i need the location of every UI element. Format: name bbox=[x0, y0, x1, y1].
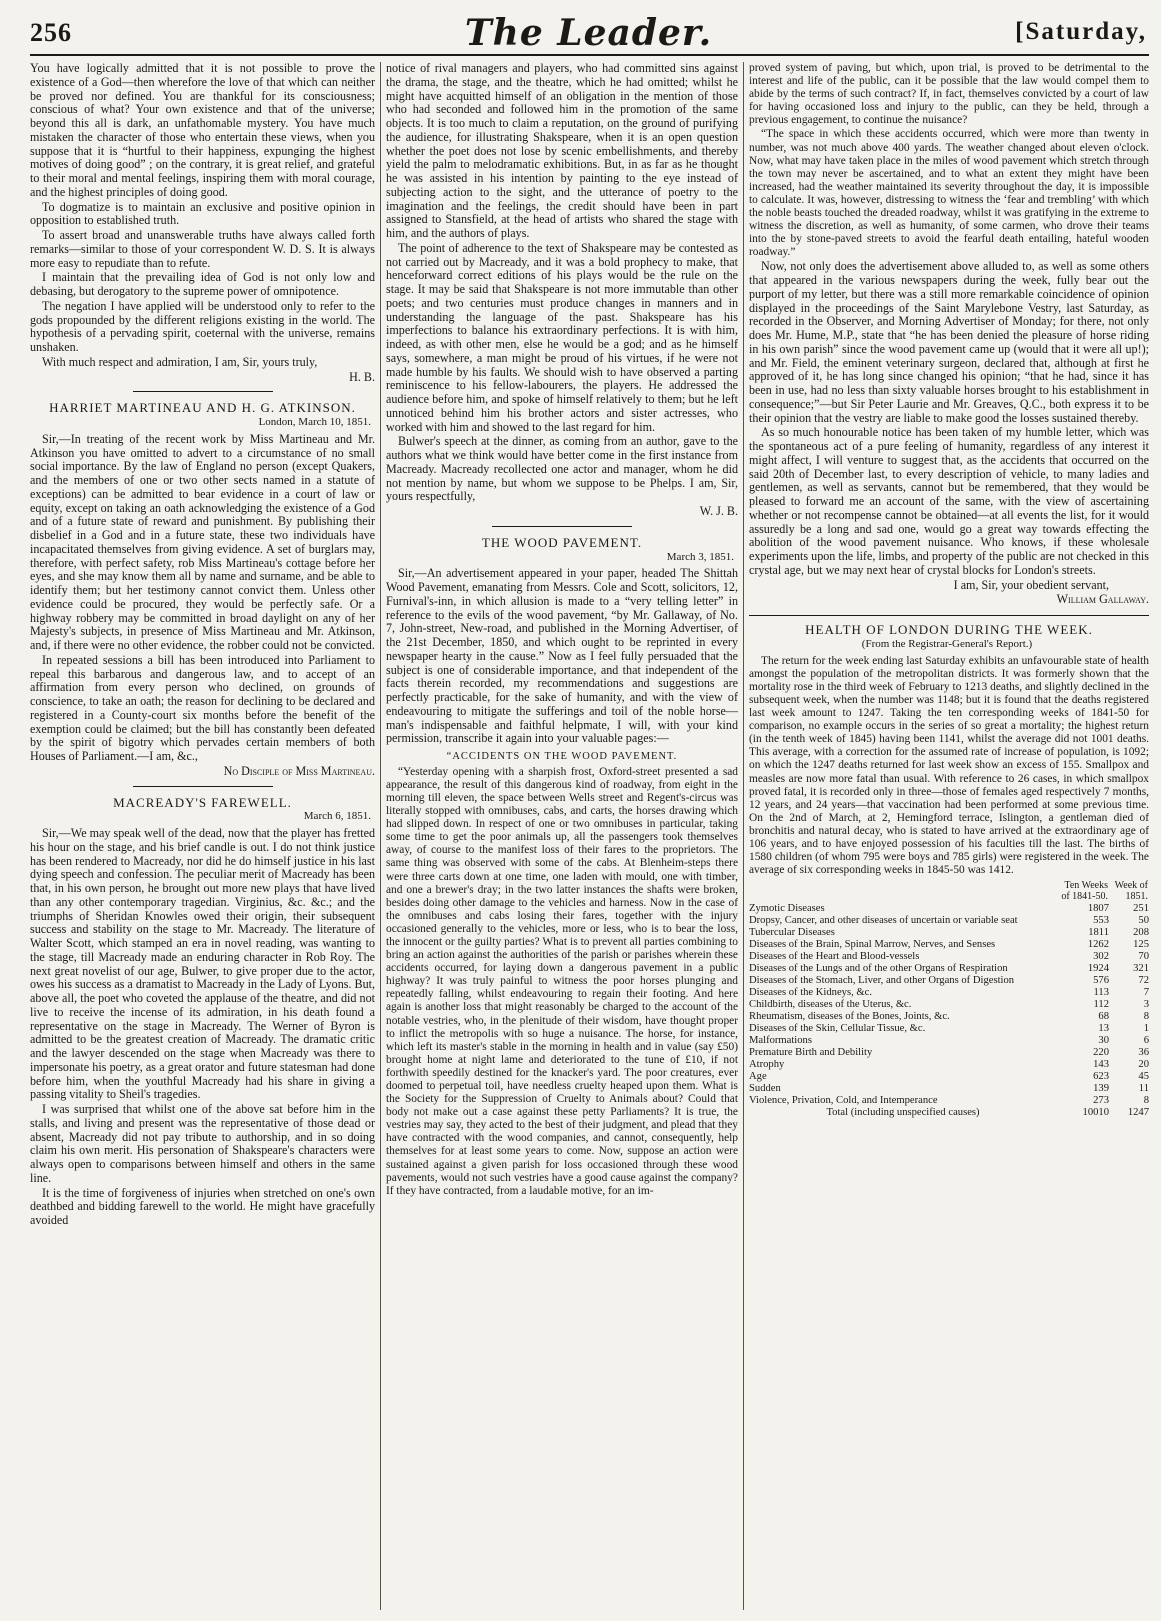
cause-label: Zymotic Diseases bbox=[749, 903, 825, 915]
paragraph: The negation I have applied will be understood only to refer to the gods propounded by the different religions existing in the world. The hypothesis of a pervading spirit, coeternal with the universe, remains unshaken. bbox=[30, 298, 375, 354]
paragraph: It is the time of forgiveness of injuries when stretched on one's own deathbed and bidding farewell to the world. He might have gracefully avoided bbox=[30, 1185, 375, 1227]
ten-weeks-value: 30 bbox=[1098, 1035, 1109, 1047]
paragraph: The point of adherence to the text of Shakspeare may be contested as not carried out by Macready, and it was a bold prophecy to make, that henceforward correct editions of his plays would be the rule on the stage. It may be said that Shakspeare is not more immutable than other poets; and two centuries must produce changes in manners and in understanding the language of the past. Shakspeare has his imperfections to balance his extraordinary perfections. It is with him, indeed, as with other men, else he would be a god; and as he himself says, somewhere, a man might be proud of his virtues, if he were not made humble by his faults. We should wish to have observed a parting reminiscence to his fellow-labourers, the players. He addressed the audience before him, and spoke of himself relatively to them; but he left unnoticed behind him his brother actors and sister actresses, who worked with him and showed to the last regard for him. bbox=[386, 240, 738, 434]
ten-weeks-value: 13 bbox=[1098, 1023, 1109, 1035]
masthead bbox=[30, 10, 1147, 54]
article-macready-continued bbox=[386, 62, 738, 519]
article-title: HARRIET MARTINEAU AND H. G. ATKINSON. bbox=[49, 400, 356, 416]
article-martineau bbox=[30, 401, 375, 778]
divider bbox=[133, 786, 273, 787]
ten-weeks-value: 112 bbox=[1093, 999, 1109, 1011]
dateline: London, March 10, 1851. bbox=[258, 416, 371, 428]
cause-label: Premature Birth and Debility bbox=[749, 1047, 873, 1059]
week-value: 6 bbox=[1143, 1035, 1149, 1047]
ten-weeks-value: 576 bbox=[1093, 975, 1109, 987]
paragraph: Now, not only does the advertisement above alluded to, as well as some others that appeared in the various newspapers during the week, fully bear out the purport of my letter, but there was a still more remarkable coincidence of opinion displayed in the proceedings of the Saint Marylebone Vestry, last Saturday, as recorded in the Observer, and Morning Advertiser of Monday; for there, not only does Mr. Hume, M.P., state that “he has been denied the pleasure of horse riding in his own parish” since the wood pavement came up (would that it were all up!); and Mr. Field, the eminent veterinary surgeon, declared that, although at first he approved of it, he has long since changed his opinion; “that he had, since it has been in use, had no less than sixty valuable horses brought to his establishment in consequence;”—but Sir Peter Laurie and Mr. Greaves, Q.C., both express it to be their opinion that the vestry are liable to make good the losses sustained thereby. bbox=[749, 259, 1149, 425]
cause-label: Violence, Privation, Cold, and Intemperance bbox=[749, 1095, 938, 1107]
paragraph: Sir,—We may speak well of the dead, now that the player has fretted his hour on the stage, and his brief candle is out. I do not think justice has been rendered to Macready, nor did he do himself justice in his last dying speech and confession. The peculiar merit of Macready has been that, in his own person, he brought out more new plays that have lived than any other contemporary tragedian. Virginius, &c. &c.; and the triumphs of Sheridan Knowles owed their origin, their subsequent success and stability on the stage to Mr. Macready. The literature of Walter Scott, which stamped an era in novel reading, was wanting to the stage, till Macready made an enduring character in Rob Roy. The next great novelist of our age, Bulwer, to give proper due to the actor, owes his success as a dramatist to Macready in the Lady of Lyons. But, above all, the poet who coveted the applause of the theatre, and did not live to receive the incense of its admiration, in his death found a representative on the stage in Macready. The Werner of Byron is admitted to be the greatest creation of Macready. The dramatic critic and the lawyer descended on the stage when Macready was there to impersonate his poetry, as a great orator and future statesman had done before him, when the youthful Macready had his share in giving a passing vitality to Sheil's tragedies. bbox=[30, 826, 375, 1102]
table-row bbox=[749, 1071, 1149, 1083]
mortality-table bbox=[749, 879, 1149, 1119]
table-row bbox=[749, 975, 1149, 987]
article-subtitle: (From the Registrar-General's Report.) bbox=[861, 637, 1033, 650]
article-macready bbox=[30, 796, 375, 1228]
letter-hb bbox=[30, 62, 375, 384]
article-title: MACREADY'S FAREWELL. bbox=[113, 794, 292, 810]
column-1 bbox=[30, 62, 375, 1614]
table-total-row bbox=[749, 1107, 1149, 1119]
ten-weeks-value: 68 bbox=[1098, 1011, 1109, 1023]
column-3 bbox=[749, 62, 1149, 1614]
article-wood-pavement bbox=[386, 536, 738, 1198]
masthead-rule bbox=[30, 54, 1149, 56]
table-header-row bbox=[749, 879, 1149, 903]
week-value: 45 bbox=[1138, 1071, 1149, 1083]
cause-label: Sudden bbox=[749, 1083, 781, 1095]
column-divider bbox=[743, 62, 744, 1610]
cause-label: Atrophy bbox=[749, 1059, 785, 1071]
quoted-paragraph: proved system of paving, but which, upon trial, is proved to be detrimental to the interest and life of the public, can it be possible that the law would compel them to abide by the terms of such contract? If, in fact, themselves convicted by a court of law for having occasioned loss and injury to the public, can they be held, through a previous engagement, to continue the nuisance? bbox=[749, 62, 1149, 127]
ten-weeks-value: 139 bbox=[1093, 1083, 1109, 1095]
signature: William Gallaway. bbox=[1056, 592, 1149, 607]
article-wood-pavement-continued bbox=[749, 62, 1149, 607]
paragraph: With much respect and admiration, I am, Sir, yours truly, bbox=[42, 354, 318, 369]
paragraph: To assert broad and unanswerable truths have always called forth remarks—similar to those of your correspondent W. D. S. It is always more easy to repudiate than to refute. bbox=[30, 228, 375, 270]
week-value: 251 bbox=[1133, 903, 1149, 915]
column-header: Ten Weeks of 1841-50. bbox=[1061, 880, 1108, 903]
divider bbox=[749, 615, 1149, 616]
article-health-of-london bbox=[749, 623, 1149, 1119]
article-title: THE WOOD PAVEMENT. bbox=[481, 534, 643, 550]
cause-label: Childbirth, diseases of the Uterus, &c. bbox=[749, 999, 912, 1011]
ten-weeks-value: 302 bbox=[1093, 951, 1109, 963]
week-value: 208 bbox=[1133, 927, 1149, 939]
week-value: 1 bbox=[1143, 1023, 1149, 1035]
week-value: 36 bbox=[1138, 1047, 1149, 1059]
week-value: 8 bbox=[1143, 1095, 1149, 1107]
cause-label: Age bbox=[749, 1071, 767, 1083]
signature: H. B. bbox=[349, 369, 375, 384]
table-row bbox=[749, 1059, 1149, 1071]
week-value: 8 bbox=[1143, 1011, 1149, 1023]
signature: W. J. B. bbox=[699, 504, 738, 518]
table-row bbox=[749, 939, 1149, 951]
paragraph: To dogmatize is to maintain an exclusive and positive opinion in opposition to established truth. bbox=[30, 199, 375, 228]
paragraph: I maintain that the prevailing idea of God is not only low and debasing, but derogatory to the supreme power of omnipotence. bbox=[30, 270, 375, 298]
column-header: Week of 1851. bbox=[1114, 880, 1148, 903]
week-value: 50 bbox=[1138, 915, 1149, 927]
week-value: 70 bbox=[1138, 951, 1149, 963]
total-label: Total (including unspecified causes) bbox=[826, 1107, 980, 1119]
signature: No Disciple of Miss Martineau. bbox=[223, 763, 375, 778]
divider bbox=[492, 526, 632, 527]
ten-weeks-value: 143 bbox=[1093, 1059, 1109, 1071]
cause-label: Tubercular Diseases bbox=[749, 927, 835, 939]
dateline: March 6, 1851. bbox=[303, 810, 371, 823]
cause-label: Malformations bbox=[749, 1035, 812, 1047]
paragraph: Sir,—An advertisement appeared in your paper, headed The Shittah Wood Pavement, emanating from Messrs. Cole and Scott, solicitors, 12, Furnival's-inn, in which allusion is made to a “very telling letter” in reference to the evils of the wood pavement, “by Mr. Gallaway, of No. 7, John-street, New-road, and published in the Morning Advertiser, of the 21st December, 1850, and which ought to be reprinted in every newspaper hearty in the cause.” Now as I feel fully persuaded that the subject is one of considerable importance, and that independent of the facts therein recorded, my recommendations and suggestions are perfectly practicable, for the sake of humanity, and with the view of endeavouring to mitigate the sufferings and toil of the noble horse—man's indispensable and faithful helpmate, I will, with your kind permission, transcribe it again into your valuable pages:— bbox=[386, 566, 738, 746]
table-row bbox=[749, 1083, 1149, 1095]
ten-weeks-value: 273 bbox=[1093, 1095, 1109, 1107]
table-row bbox=[749, 963, 1149, 975]
week-value: 321 bbox=[1133, 963, 1149, 975]
paragraph: Bulwer's speech at the dinner, as coming from an author, gave to the authors what we think would have better come in the first instance from Macready. Macready recollected one actor and manager, whom he did not mention by name, but whom we suppose to be Phelps. I am, Sir, yours respectfully, bbox=[386, 434, 738, 504]
article-title: HEALTH OF LONDON DURING THE WEEK. bbox=[805, 622, 1093, 638]
column-2 bbox=[386, 62, 738, 1614]
table-row bbox=[749, 999, 1149, 1011]
ten-weeks-value: 1924 bbox=[1087, 963, 1109, 975]
table-row bbox=[749, 1035, 1149, 1047]
table-row bbox=[749, 1047, 1149, 1059]
cause-label: Diseases of the Heart and Blood-vessels bbox=[749, 951, 920, 963]
paper-title: The Leader. bbox=[464, 12, 713, 54]
cause-label: Diseases of the Kidneys, &c. bbox=[749, 987, 872, 999]
week-value: 125 bbox=[1133, 939, 1149, 951]
ten-weeks-value: 623 bbox=[1093, 1071, 1109, 1083]
cause-label: Diseases of the Stomach, Liver, and other Organs of Digestion bbox=[749, 975, 1015, 987]
week-value: 11 bbox=[1138, 1083, 1149, 1095]
quoted-paragraph: “The space in which these accidents occurred, which were more than twenty in number, was not much above 400 yards. The weather changed about eleven o'clock. Now, what may have taken place in the miles of wood pavement which stretch through the town may never be ascertained, and to what an extent they might have been increased, had the weather maintained its severity throughout the day, it is impossible to calculate. It was, however, distressing to witness the ‘fear and trembling’ with which the noble beasts touched the dreaded roadway, whilst it was gratifying in the extreme to witness the discretion, as well as humanity, of some carmen, who drove their teams into the by stone-paved streets to avoid the fearful death entailing, hateful wooden roadway.” bbox=[749, 128, 1149, 259]
week-value: 20 bbox=[1138, 1059, 1149, 1071]
ten-weeks-value: 1262 bbox=[1087, 939, 1109, 951]
ten-weeks-value: 220 bbox=[1093, 1047, 1109, 1059]
dateline: March 3, 1851. bbox=[666, 550, 734, 563]
cause-label: Rheumatism, diseases of the Bones, Joints, &c. bbox=[749, 1011, 950, 1023]
cause-label: Diseases of the Brain, Spinal Marrow, Nerves, and Senses bbox=[749, 939, 996, 951]
paragraph: notice of rival managers and players, who had committed sins against the drama, the stage, and the theatre, which he had omitted; whilst he might have acquitted himself of an obligation in the mention of those who had seconded and followed him in the promotion of the same objects. It is too much to claim a reputation, on the ground of purifying the audience, for illustrating Shakspeare, when it is an open question whether the poet does not lose by scenic embellishments, and thereby yield the palm to melodramatic exhibitions. But, in as far as he thought he was assisted in his intention by painting to the eye instead of subjecting action to the sight, and the utterance of poetry to the imagination and the feelings, the credit should have been in part assigned to Stansfield, at the head of artists who shared the stage with him, and the authors of plays. bbox=[386, 62, 738, 240]
cause-label: Dropsy, Cancer, and other diseases of uncertain or variable seat bbox=[749, 915, 1018, 927]
table-row bbox=[749, 1011, 1149, 1023]
ten-weeks-value: 1811 bbox=[1088, 927, 1109, 939]
week-value: 3 bbox=[1143, 999, 1149, 1011]
table-row bbox=[749, 951, 1149, 963]
cause-label: Diseases of the Lungs and of the other Organs of Respiration bbox=[749, 963, 1008, 975]
table-row bbox=[749, 1095, 1149, 1107]
ten-weeks-value: 1807 bbox=[1087, 903, 1109, 915]
table-row bbox=[749, 927, 1149, 939]
quote-title: “ACCIDENTS ON THE WOOD PAVEMENT. bbox=[446, 751, 678, 762]
week-value: 72 bbox=[1138, 975, 1149, 987]
day-label: [Saturday, bbox=[1015, 18, 1147, 45]
paragraph: In repeated sessions a bill has been introduced into Parliament to repeal this barbarous and dangerous law, and to accept of an affirmation from every person who declined, on grounds of conscience, to take an oath; the reason for declining to be declared and registered in a County-court six months before the benefit of the exemption could be claimed; but the bill has constantly been defeated by the spirit of bigotry which pervades certain members of both Houses of Parliament.—I am, &c., bbox=[30, 652, 375, 763]
divider bbox=[133, 391, 273, 392]
table-row bbox=[749, 903, 1149, 915]
total-ten-weeks: 10010 bbox=[1082, 1107, 1109, 1119]
cause-label: Diseases of the Skin, Cellular Tissue, &c. bbox=[749, 1023, 926, 1035]
paragraph: You have logically admitted that it is not possible to prove the existence of a God—then wherefore the love of that which can neither be proved nor defined. You are thankful for its consciousness; conscious of what? Your own existence and that of the universe; beyond this all is dark, an unfathomable mystery. You have much mistaken the character of those who entertain these views, when you suppose that it is “hurtful to their happiness, expunging the highest motives of doing good” ; on the contrary, it is great relief, and grateful to their moral and mental feelings, inspiring them with moral courage, and the highest principles of doing good. bbox=[30, 62, 375, 199]
page-number: 256 bbox=[30, 18, 72, 47]
paragraph: I was surprised that whilst one of the above sat before him in the stalls, and living and present was the representative of those dead or absent, Macready did not pay tribute to authorship, and in so doing claim his own merit. His personation of Shakspeare's characters were always open to comparisons between himself and others in the same line. bbox=[30, 1102, 375, 1185]
ten-weeks-value: 113 bbox=[1093, 987, 1109, 999]
table-row bbox=[749, 915, 1149, 927]
ten-weeks-value: 553 bbox=[1093, 915, 1109, 927]
paragraph: As so much honourable notice has been taken of my humble letter, which was the spontaneous act of a pure feeling of humanity, regardless of any interest it might affect, I will venture to suggest that, as the accidents that occurred on the said 20th of December last, to every description of vehicle, to many ladies and gentlemen, as well as servants, cannot but be remembered, that they would be pleased to forward me an account of the same, with the view of ascertaining whether or not recompense cannot be obtained—at all events the list, for it would assuredly be a long and sad one, would go a great way towards effecting the abolition of the wood pavement nuisance. Who knows, if these wholesale experiments upon the life, limbs, and property of the public are not checked in this crystal age, but we may next hear of crystal blocks for London's streets. bbox=[749, 425, 1149, 577]
closing: I am, Sir, your obedient servant, bbox=[953, 577, 1109, 592]
table-row bbox=[749, 987, 1149, 999]
week-value: 7 bbox=[1143, 987, 1149, 999]
paragraph: The return for the week ending last Saturday exhibits an unfavourable state of health amongst the population of the metropolitan districts. It was formerly shown that the mortality rose in the third week of February to 1213 deaths, and slightly declined in the subsequent week, when the number was 1148; but it is found that the deaths registered last week amount to 1247. Taking the ten corresponding weeks of 1841-50 for comparison, no example occurs in the series of so great a mortality; the highest return (in the tenth week of 1845) having been 1141, whilst the average did not 1001 deaths. This average, with a correction for the assumed rate of increase of population, is 1092; on which the 1247 deaths returned for last week show an excess of 155. Smallpox and measles are now more fatal than usual. With reference to 26 cases, in which smallpox proved fatal, it is recorded only in three—those of females aged respectively 7 months, 12 years, and 24 years—that vaccination had been performed at some previous time. On the 2nd of March, at 2, Hemingford terrace, Islington, a gentleman died of bronchitis and natural decay, who is stated to have arrived at the extraordinary age of 106 years, and to have enjoyed possession of his faculties till the last. The births of 1580 children (of whom 795 were boys and 785 girls) were registered in the week. The average of six corresponding weeks in 1845-50 was 1412. bbox=[749, 654, 1149, 877]
quoted-paragraph: “Yesterday opening with a sharpish frost, Oxford-street presented a sad appearance, the result of this dangerous kind of roadway, from eight in the morning till eleven, the space between Wells street and Regent's-circus was literally stopped with omnibuses, cabs, and carts, the horses drawing which had slipped down. In respect of one or two omnibuses in particular, taking some time to get the poor animals up, all the passengers took themselves away, of course to the manifest loss of their fares to the proprietors. The same thing was observed with some of the cabs. At Blenheim-steps there were three carts down at one time, one laden with mould, one with timber, and one a brewer's dray; in the two latter instances the shafts were broken, besides doing other damage to the vehicles and harness. Now in the case of the omnibuses and cabs losing their fares, together with the injury occasioned generally to the vehicles, more or less, who is to bear the loss, the innocent or the guilty parties? What is to prevent all parties combining to bring an action against the authorities of the parish or parishes wherein these accidents occurred, for laying down a dangerous pavement in a public highway? It was truly painful to witness the poor horses plunging and repeatedly falling, whilst endeavouring to regain their footing. And here again is another loss that might reasonably be charged to the account of the notable vestries, who, in the plenitude of their wisdom, have thought proper to inflict the metropolis with so huge a nuisance. The horse, for instance, which left its master's stable in the morning in health and in value (say £50) brought home at night lame and deteriorated to the tune of £10, if not forthwith speedily destined for the knacker's yard. The poor creatures, ever doomed to perpetual toil, have needless cruelty heaped upon them. What is the Society for the Suppression of Cruelty to Animals about? Could that body not make out a case against these petty Parliaments? It is true, the vestries may say, they acted to the best of their judgment, and plead that they have contracted with the wood companies, and cannot, consequently, help themselves for at least some years to come. Now, suppose an action were sustained against a given parish for loss occasioned through these wood pavements, would not such vestries have a good cause against the company? If they have contracted, from a laudable motive, for an im- bbox=[386, 765, 738, 1197]
table-row bbox=[749, 1023, 1149, 1035]
column-divider bbox=[380, 62, 381, 1610]
total-week: 1247 bbox=[1127, 1107, 1149, 1119]
paragraph: Sir,—In treating of the recent work by Miss Martineau and Mr. Atkinson you have omitted to advert to a circumstance of no small social importance. By the law of England no person (except Quakers, and the members of one or two other sects named in a statute of exceptions) can be admitted to bear evidence in a court of law or equity, except on taking an oath acknowledging the existence of a God and of a future state of reward and punishment. By publishing their disbelief in a God and in a future state, these two individuals have incapacitated themselves from giving evidence. A set of burglars may, therefore, with perfect safety, rob Miss Martineau's cottage before her eyes, and she may know them all by name and surname, and be able to identify them; but her testimony cannot convict them. Unless other evidence could be procured, they would be perfectly safe. Or a highway robbery may be committed in broad daylight on any of her Majesty's subjects, in presence of Miss Martineau and Mr. Atkinson, and, if there were no other evidence, the robber could not be convicted. bbox=[30, 431, 375, 652]
